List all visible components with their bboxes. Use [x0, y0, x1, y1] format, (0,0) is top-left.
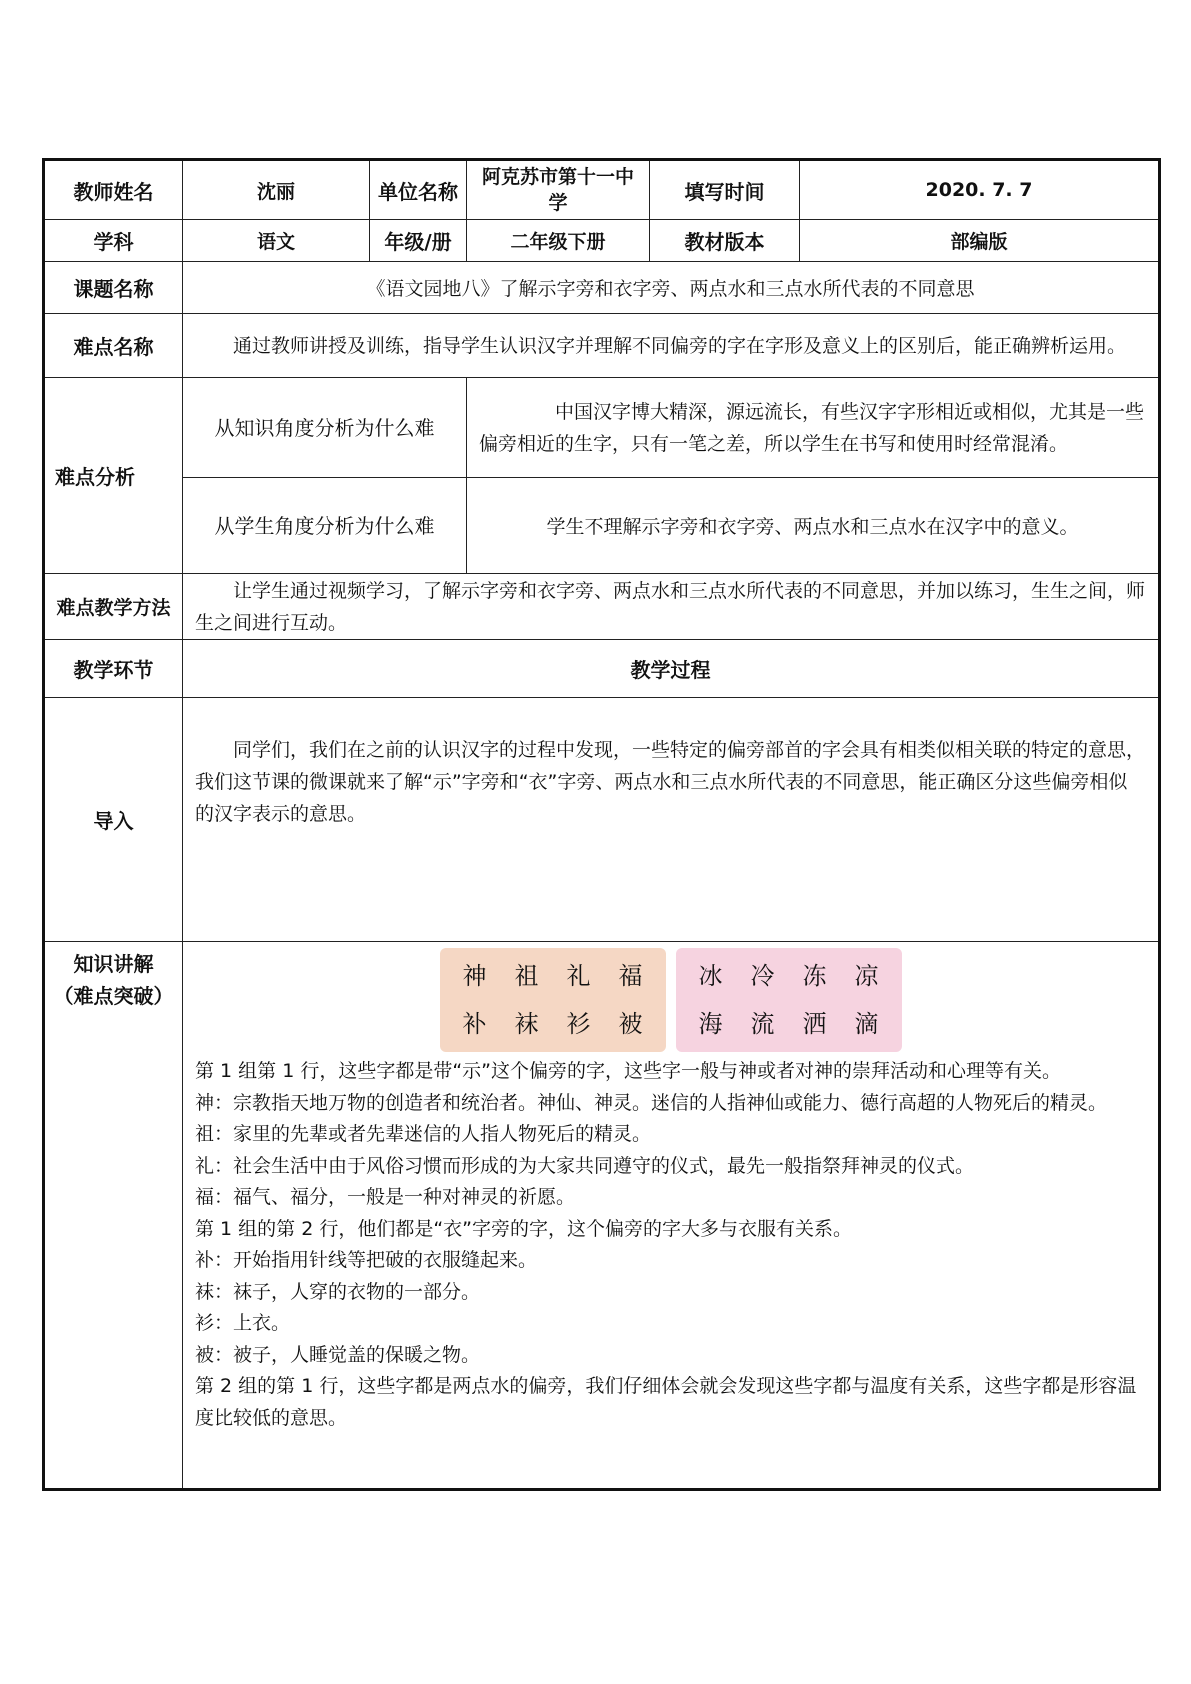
edition-label: 教材版本 — [650, 220, 800, 262]
char: 福 — [618, 962, 643, 990]
char: 流 — [750, 1010, 775, 1038]
explanation-line: 祖：家里的先辈或者先辈迷信的人指人物死后的精灵。 — [195, 1123, 652, 1145]
char: 补 — [462, 1010, 487, 1038]
teacher-label: 教师姓名 — [44, 160, 183, 220]
unit-name: 阿克苏市第十一中学 — [467, 160, 650, 220]
char: 祖 — [514, 962, 539, 990]
explanation-line: 第 2 组的第 1 行，这些字都是两点水的偏旁，我们仔细体会就会发现这些字都与温度有关系，这些字都是形容温度比较低的意思。 — [195, 1375, 1137, 1429]
process-label: 教学环节 — [44, 640, 183, 698]
topic-label: 课题名称 — [44, 262, 183, 314]
info-row-1 — [44, 160, 1160, 220]
explanation-line: 福：福气、福分，一般是一种对神灵的祈愿。 — [195, 1186, 576, 1208]
char: 袜 — [514, 1010, 539, 1038]
char: 滴 — [854, 1010, 879, 1038]
student-angle-text: 学生不理解示字旁和衣字旁、两点水和三点水在汉字中的意义。 — [467, 478, 1160, 574]
analysis-label: 难点分析 — [44, 378, 183, 574]
method-row — [44, 574, 1160, 640]
knowledge-angle-text: 中国汉字博大精深，源远流长，有些汉字字形相近或相似，尤其是一些偏旁相近的生字，只有一笔之差，所以学生在书写和使用时经常混淆。 — [467, 378, 1160, 478]
date-label: 填写时间 — [650, 160, 800, 220]
char: 冷 — [750, 962, 775, 990]
explanation-line: 衫：上衣。 — [195, 1312, 291, 1334]
unit-label: 单位名称 — [370, 160, 467, 220]
grade-value: 二年级下册 — [467, 220, 650, 262]
card2-row1 — [696, 952, 882, 1000]
edition-value: 部编版 — [800, 220, 1160, 262]
topic-value: 《语文园地八》了解示字旁和衣字旁、两点水和三点水所代表的不同意思 — [183, 262, 1160, 314]
subject-label: 学科 — [44, 220, 183, 262]
knowledge-row — [44, 942, 1160, 1490]
card1-row2 — [460, 1000, 646, 1048]
knowledge-angle-label: 从知识角度分析为什么难 — [183, 378, 467, 478]
analysis-row-student — [44, 478, 1160, 574]
char: 洒 — [802, 1010, 827, 1038]
char: 冰 — [698, 962, 723, 990]
card1-row1 — [460, 952, 646, 1000]
explanation-line: 被：被子，人睡觉盖的保暖之物。 — [195, 1343, 481, 1366]
card2-row2 — [696, 1000, 882, 1048]
info-row-2 — [44, 220, 1160, 262]
student-angle-label: 从学生角度分析为什么难 — [183, 478, 467, 574]
method-value: 让学生通过视频学习，了解示字旁和衣字旁、两点水和三点水所代表的不同意思，并加以练习，生生之间，师生之间进行互动。 — [183, 574, 1160, 640]
process-header-row — [44, 640, 1160, 698]
intro-text: 同学们，我们在之前的认识汉字的过程中发现，一些特定的偏旁部首的字会具有相类似相关联的特定的意思，我们这节课的微课就来了解“示”字旁和“衣”字旁、两点水和三点水所代表的不同意思，能正确区分这些偏旁相似的汉字表示的意思。 — [183, 698, 1160, 942]
character-card-2 — [676, 948, 902, 1052]
explanation-line: 补：开始指用针线等把破的衣服缝起来。 — [195, 1249, 538, 1271]
analysis-row-knowledge — [44, 378, 1160, 478]
char: 礼 — [566, 962, 591, 990]
topic-row — [44, 262, 1160, 314]
character-cards — [195, 948, 1146, 1052]
intro-label: 导入 — [44, 698, 183, 942]
knowledge-label: 知识讲解 — [73, 952, 154, 976]
knowledge-content — [183, 942, 1160, 1490]
date-value: 2020. 7. 7 — [800, 160, 1160, 220]
lesson-plan-table — [42, 158, 1161, 1491]
knowledge-label-sub: （难点突破） — [53, 984, 174, 1008]
explanation-line: 袜：袜子，人穿的衣物的一部分。 — [195, 1280, 481, 1303]
difficulty-value: 通过教师讲授及训练，指导学生认识汉字并理解不同偏旁的字在字形及意义上的区别后，能正确辨析运用。 — [183, 314, 1160, 378]
grade-label: 年级/册 — [370, 220, 467, 262]
subject-value: 语文 — [183, 220, 370, 262]
method-label: 难点教学方法 — [44, 574, 183, 640]
difficulty-label: 难点名称 — [44, 314, 183, 378]
explanation-line: 神：宗教指天地万物的创造者和统治者。神仙、神灵。迷信的人指神仙或能力、德行高超的人物死后的精灵。 — [195, 1091, 1108, 1114]
char: 衫 — [566, 1010, 591, 1038]
char: 凉 — [854, 962, 879, 990]
explanation-line: 第 1 组第 1 行，这些字都是带“示”这个偏旁的字，这些字一般与神或者对神的崇拜活动和心理等有关。 — [195, 1060, 1062, 1082]
process-title: 教学过程 — [183, 640, 1160, 698]
explanation-line: 礼：社会生活中由于风俗习惯而形成的为大家共同遵守的仪式，最先一般指祭拜神灵的仪式。 — [195, 1154, 975, 1177]
teacher-name: 沈丽 — [183, 160, 370, 220]
char: 冻 — [802, 962, 827, 990]
character-card-1 — [440, 948, 666, 1052]
char: 海 — [698, 1010, 723, 1038]
char: 被 — [618, 1010, 643, 1038]
knowledge-label-cell — [44, 942, 183, 1490]
intro-row — [44, 698, 1160, 942]
difficulty-row — [44, 314, 1160, 378]
char: 神 — [462, 962, 487, 990]
explanation-line: 第 1 组的第 2 行，他们都是“衣”字旁的字，这个偏旁的字大多与衣服有关系。 — [195, 1217, 853, 1240]
